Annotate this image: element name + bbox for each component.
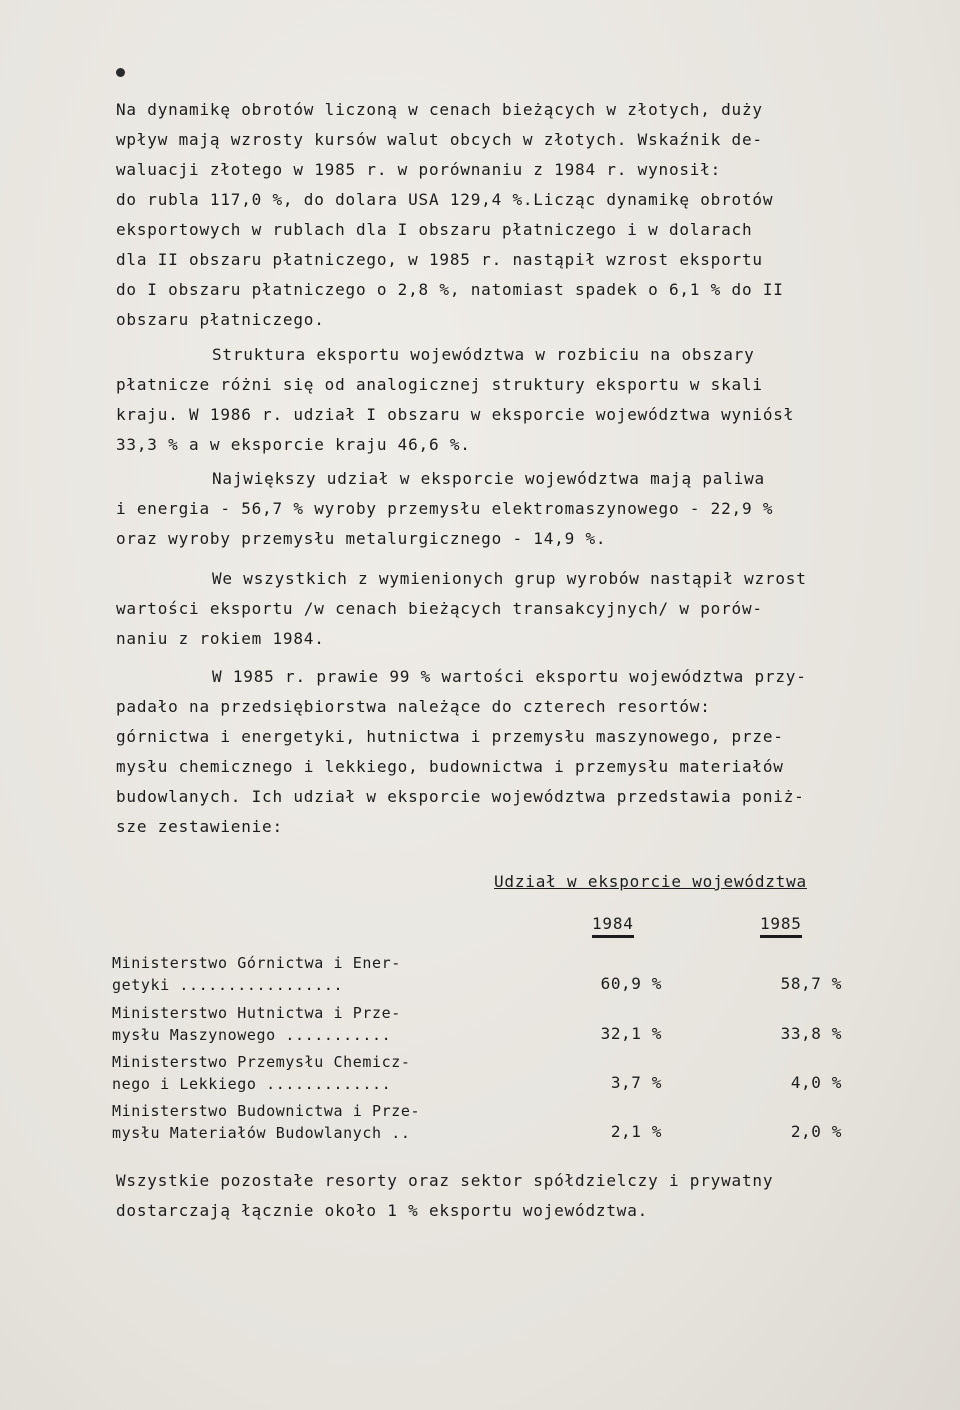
row-label-line: Ministerstwo Przemysłu Chemicz-: [112, 1053, 411, 1071]
value-1984: 32,1 %: [600, 1024, 662, 1043]
text-line: i energia - 56,7 % wyroby przemysłu elektromaszynowego - 22,9 %: [116, 499, 774, 518]
text-line: W 1985 r. prawie 99 % wartości eksportu województwa przy-: [212, 667, 807, 686]
text-line: wartości eksportu /w cenach bieżących transakcyjnych/ w porów-: [116, 599, 763, 618]
row-label-line: mysłu Materiałów Budowlanych ..: [112, 1124, 411, 1142]
paragraph-growth: [116, 564, 876, 654]
paragraph-ministries: [116, 662, 876, 842]
row-label: [112, 1100, 512, 1144]
bullet-mark: [116, 68, 125, 77]
text-line: dla II obszaru płatniczego, w 1985 r. nastąpił wzrost eksportu: [116, 250, 763, 269]
row-label: [112, 1051, 512, 1095]
row-label-line: Ministerstwo Górnictwa i Ener-: [112, 954, 401, 972]
value-1985: 2,0 %: [790, 1122, 842, 1141]
text-line: padało na przedsiębiorstwa należące do czterech resortów:: [116, 697, 711, 716]
text-line: kraju. W 1986 r. udział I obszaru w eksporcie województwa wyniósł: [116, 405, 795, 424]
text-line: dostarczają łącznie około 1 % eksportu województwa.: [116, 1201, 649, 1220]
text-line: obszaru płatniczego.: [116, 310, 325, 329]
text-line: We wszystkich z wymienionych grup wyrobów nastąpił wzrost: [212, 569, 807, 588]
text-line: do I obszaru płatniczego o 2,8 %, natomiast spadek o 6,1 % do II: [116, 280, 784, 299]
row-label-line: getyki .................: [112, 976, 344, 994]
row-label-line: mysłu Maszynowego ...........: [112, 1026, 392, 1044]
text-line: mysłu chemicznego i lekkiego, budownictwa i przemysłu materiałów: [116, 757, 784, 776]
row-label-line: nego i Lekkiego .............: [112, 1075, 392, 1093]
text-line: 33,3 % a w eksporcie kraju 46,6 %.: [116, 435, 471, 454]
text-line: oraz wyroby przemysłu metalurgicznego - 14,9 %.: [116, 529, 607, 548]
paragraph-remaining: [116, 1166, 876, 1226]
value-1984: 3,7 %: [610, 1073, 662, 1092]
text-line: eksportowych w rublach dla I obszaru płatniczego i w dolarach: [116, 220, 753, 239]
text-line: waluacji złotego w 1985 r. w porównaniu z 1984 r. wynosił:: [116, 160, 722, 179]
text-line: naniu z rokiem 1984.: [116, 629, 325, 648]
text-line: Na dynamikę obrotów liczoną w cenach bieżących w złotych, duży: [116, 100, 763, 119]
table-row: [112, 1051, 852, 1099]
text-line: Wszystkie pozostałe resorty oraz sektor spółdzielczy i prywatny: [116, 1171, 774, 1190]
table-row: [112, 1002, 852, 1050]
table-title: Udział w eksporcie województwa: [494, 872, 807, 891]
table-row: [112, 952, 852, 1000]
row-label: [112, 1002, 512, 1046]
row-label-line: Ministerstwo Hutnictwa i Prze-: [112, 1004, 401, 1022]
value-1984: 60,9 %: [600, 974, 662, 993]
table-row: [112, 1100, 852, 1148]
text-line: sze zestawienie:: [116, 817, 283, 836]
table-column-header-1985: 1985: [760, 914, 802, 938]
paragraph-largest-share: [116, 464, 876, 554]
text-line: wpływ mają wzrosty kursów walut obcych w złotych. Wskaźnik de-: [116, 130, 763, 149]
table-column-header-1984: 1984: [592, 914, 634, 938]
row-label-line: Ministerstwo Budownictwa i Prze-: [112, 1102, 421, 1120]
text-line: budowlanych. Ich udział w eksporcie województwa przedstawia poniż-: [116, 787, 805, 806]
value-1985: 58,7 %: [780, 974, 842, 993]
value-1985: 33,8 %: [780, 1024, 842, 1043]
value-1984: 2,1 %: [610, 1122, 662, 1141]
value-1985: 4,0 %: [790, 1073, 842, 1092]
text-line: Największy udział w eksporcie województwa mają paliwa: [212, 469, 765, 488]
row-label: [112, 952, 512, 996]
paragraph-devaluation: [116, 95, 876, 335]
text-line: płatnicze różni się od analogicznej struktury eksportu w skali: [116, 375, 763, 394]
text-line: górnictwa i energetyki, hutnictwa i przemysłu maszynowego, prze-: [116, 727, 784, 746]
text-line: do rubla 117,0 %, do dolara USA 129,4 %.Licząc dynamikę obrotów: [116, 190, 774, 209]
text-line: Struktura eksportu województwa w rozbiciu na obszary: [212, 345, 755, 364]
paragraph-export-structure: [116, 340, 876, 460]
